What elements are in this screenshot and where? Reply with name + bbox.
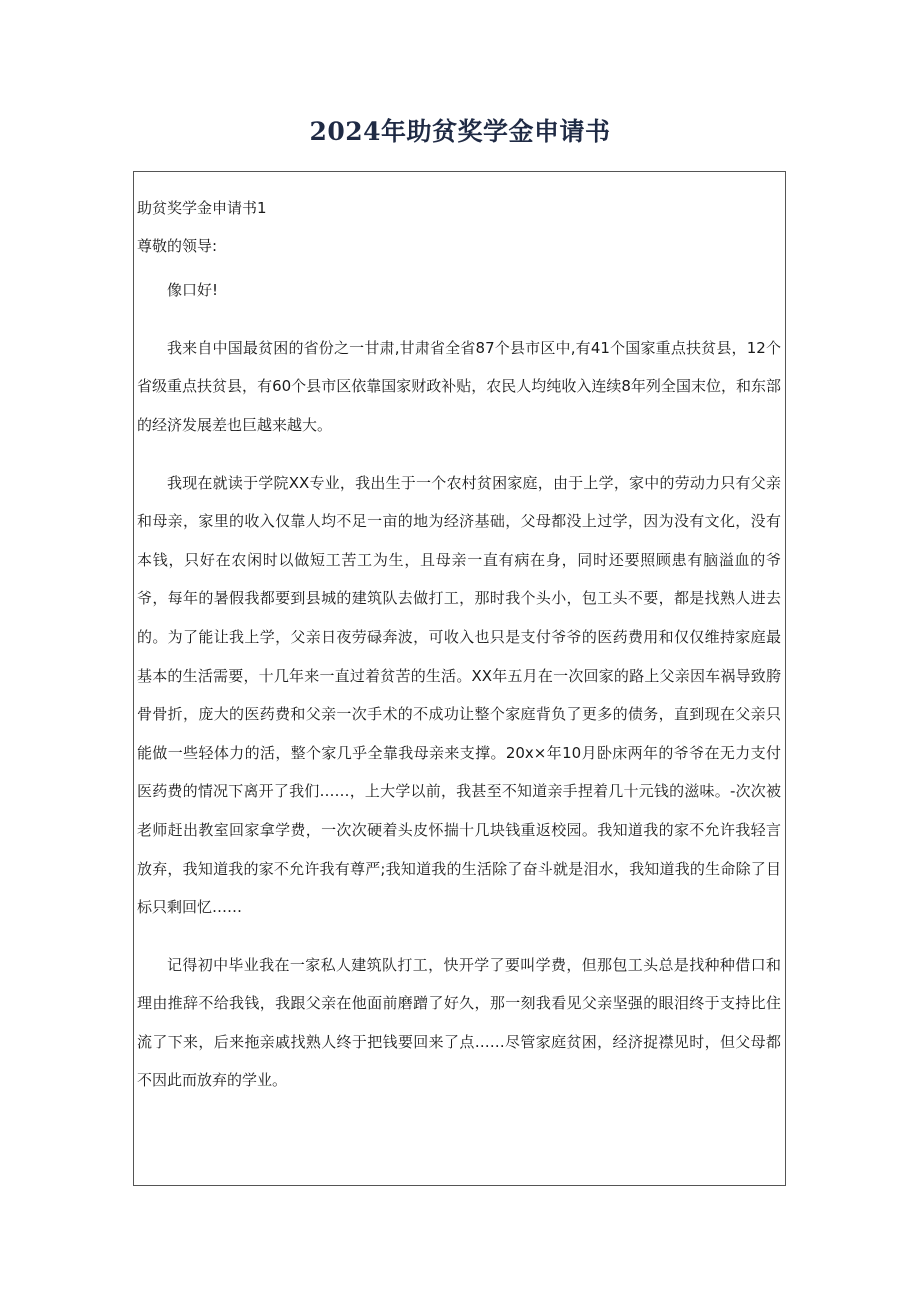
- greeting: 像口好!: [167, 281, 219, 300]
- paragraph-3: 记得初中毕业我在一家私人建筑队打工，快开学了要叫学费，但那包工头总是找种种借口和理由推辞不给我钱，我跟父亲在他面前磨蹭了好久，那一刻我看见父亲坚强的眼泪终于支持比住流了下来，后来拖亲戚找熟人终于把钱要回来了点……尽管家庭贫困，经济捉襟见时，但父母都不因此而放弃的学业。: [137, 955, 781, 1090]
- sub-heading: 助贫奖学金申请书1: [137, 199, 267, 217]
- document-frame: [133, 171, 786, 1186]
- document-title: 2024年助贫奖学金申请书: [309, 117, 611, 146]
- salutation: 尊敬的领导:: [137, 236, 218, 255]
- paragraph-1: 我来自中国最贫困的省份之一甘肃,甘肃省全省87个县市区中,有41个国家重点扶贫县，12个省级重点扶贫县，有60个县市区依靠国家财政补贴，农民人均纯收入连续8年列全国末位，和东部的经济发展差也巨越来越大。: [137, 338, 781, 434]
- document-body: [134, 189, 785, 1100]
- paragraph-2: 我现在就读于学院XX专业，我出生于一个农村贫困家庭，由于上学，家中的劳动力只有父亲和母亲，家里的收入仅靠人均不足一亩的地为经济基础，父母都没上过学，因为没有文化，没有本钱，只好在农闲时以做短工苦工为生，且母亲一直有病在身，同时还要照顾患有脑溢血的爷爷，每年的暑假我都要到县城的建筑队去做打工，那时我个头小，包工头不要，都是找熟人进去的。为了能让我上学，父亲日夜劳碌奔波，可收入也只是支付爷爷的医药费用和仅仅维持家庭最基本的生活需要，十几年来一直过着贫苦的生活。XX年五月在一次回家的路上父亲因车祸导致胯骨骨折，庞大的医药费和父亲一次手术的不成功让整个家庭背负了更多的债务，直到现在父亲只能做一些轻体力的活，整个家几乎全靠我母亲来支撑。20x×年10月卧床两年的爷爷在无力支付医药费的情况下离开了我们……，上大学以前，我甚至不知道亲手捏着几十元钱的滋味。-次次被老师赶出教室回家拿学费，一次次硬着头皮怀揣十几块钱重返校园。我知道我的家不允许我轻言放弃，我知道我的家不允许我有尊严;我知道我的生活除了奋斗就是泪水，我知道我的生命除了目标只剩回忆……: [137, 473, 781, 917]
